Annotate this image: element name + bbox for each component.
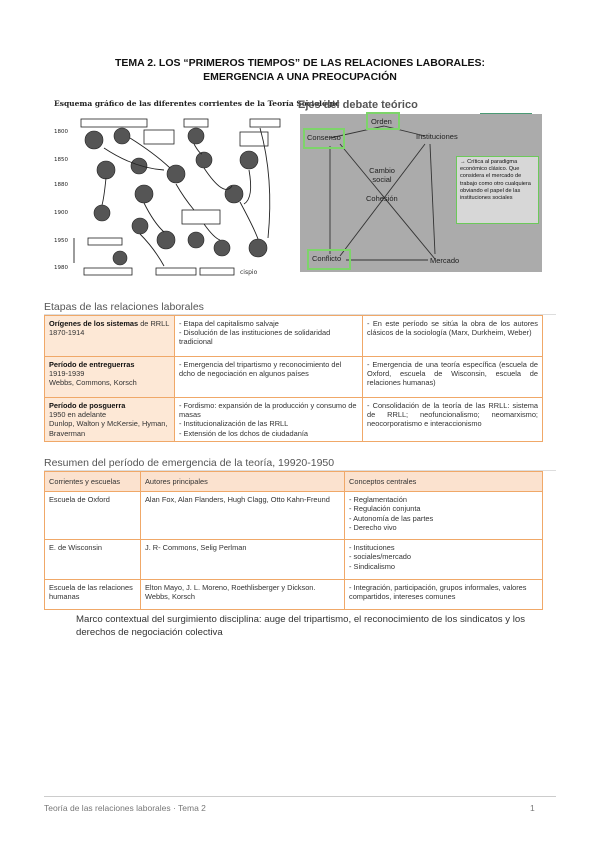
table-row (45, 492, 543, 540)
portrait-icon (94, 205, 110, 221)
table-header-row (45, 472, 543, 492)
table-row (45, 357, 543, 398)
column-header: Autores principales (141, 472, 345, 492)
concept-item: - Instituciones (349, 543, 395, 553)
etapa-characteristics-cell (175, 316, 363, 357)
characteristic-item: - Institucionalización de las RRLL (179, 419, 289, 429)
schema-box (144, 130, 174, 144)
node-cohesion: Cohesión (366, 194, 398, 203)
etapa-name-cell (45, 357, 175, 398)
schema-arrow (240, 202, 258, 239)
year-label: 1800 (54, 129, 68, 135)
schema-arrow (204, 224, 220, 240)
portrait-icon (131, 158, 147, 174)
debate-axes-diagram (300, 114, 542, 272)
etapa-authors: Webbs, Commons, Korsch (49, 378, 137, 388)
portrait-icon (188, 232, 204, 248)
table-row (45, 540, 543, 580)
portrait-icon (157, 231, 175, 249)
portrait-icon (240, 151, 258, 169)
concept-item: - Sindicalismo (349, 561, 396, 571)
axis-line (430, 144, 435, 254)
etapa-name-suffix: de RRLL (138, 319, 170, 328)
etapa-dates: 1870-1914 (49, 328, 85, 338)
schema-arrow (244, 170, 251, 204)
node-mercado: Mercado (430, 256, 460, 265)
resumen-table (44, 471, 543, 610)
portrait-icon (188, 128, 204, 144)
school-cell: Escuela de Oxford (45, 492, 141, 540)
table-row (45, 316, 543, 357)
authors-cell: J. R- Commons, Selig Perlman (141, 540, 345, 580)
footer-rule (44, 796, 556, 797)
etapas-table (44, 315, 543, 442)
title-line-2: EMERGENCIA A UNA PREOCUPACIÓN (203, 71, 397, 83)
context-paragraph: Marco contextual del surgimiento disciplina: auge del tripartismo, el reconocimiento de los sindicatos y los derechos de negociación colectiva (76, 614, 525, 638)
page-number: 1 (530, 803, 535, 813)
portrait-icon (225, 185, 243, 203)
schema-arrow (176, 184, 194, 210)
node-cambio-social: Cambio social (369, 166, 395, 184)
portrait-icon (249, 239, 267, 257)
year-label: 1850 (54, 157, 68, 163)
footer-title: Teoría de las relaciones laborales · Tema 2 (44, 803, 206, 813)
schema-box (88, 238, 122, 245)
etapas-heading: Etapas de las relaciones laborales (44, 301, 204, 313)
schema-arrow (204, 168, 232, 189)
etapa-characteristics-cell (175, 357, 363, 398)
etapa-authors: Dunlop, Walton y McKersie, Hyman, Braverman (49, 419, 168, 438)
etapa-theory-cell: - En este período se sitúa la obra de los autores clásicos de la sociología (Marx, Durkheim, Weber) (363, 316, 543, 357)
characteristic-item: - Fordismo: expansión de la producción y consumo de masas (179, 401, 357, 420)
paradigm-note: → Crítica al paradigma económico clásico. Que considera el mercado de trabajo como otro cualquiera obviando el papel de las instituciones sociales (456, 156, 539, 224)
node-conflicto: Conflicto (312, 254, 342, 263)
etapa-dates: 1950 en adelante (49, 410, 107, 420)
portrait-icon (196, 152, 212, 168)
concept-item: - sociales/mercado (349, 552, 412, 562)
concept-item: - Autonomía de las partes (349, 513, 434, 523)
node-instituciones: Instituciones (416, 132, 458, 141)
page-title (0, 56, 600, 84)
year-label: 1950 (54, 238, 68, 244)
schema-arrow (102, 178, 106, 205)
characteristic-item: - Disolución de las instituciones de solidaridad tradicional (179, 328, 331, 347)
authors-cell: Alan Fox, Alan Flanders, Hugh Clagg, Otto Kahn-Freund (141, 492, 345, 540)
portrait-icon (85, 131, 103, 149)
column-header: Conceptos centrales (345, 472, 543, 492)
portrait-icon (114, 128, 130, 144)
year-label: 1880 (54, 182, 68, 188)
resumen-heading: Resumen del período de emergencia de la teoría, 19920-1950 (44, 457, 335, 469)
concepts-cell (345, 540, 543, 580)
portrait-icon (135, 185, 153, 203)
debate-axes-title: Ejes del debate teórico (298, 99, 418, 111)
etapa-characteristics-cell (175, 398, 363, 442)
portrait-icon (132, 218, 148, 234)
portrait-icon (214, 240, 230, 256)
schema-header-box (81, 119, 147, 127)
authors-cell: Elton Mayo, J. L. Moreno, Roethlisberger y Dickson. Webbs, Korsch (141, 580, 345, 610)
etapa-name: Período de posguerra (49, 401, 126, 410)
year-label: 1980 (54, 265, 68, 271)
sociology-schema-title: Esquema gráfico de las diferentes corrientes de la Teoría Sociológic (54, 99, 340, 108)
column-header: Corrientes y escuelas (45, 472, 141, 492)
portrait-icon (113, 251, 127, 265)
school-cell: Escuela de las relaciones humanas (45, 580, 141, 610)
characteristic-item: - Emergencia del tripartismo y reconocimiento del dcho de negociación en algunos países (179, 360, 342, 379)
etapa-theory-cell: - Consolidación de la teoría de las RRLL: sistema de RRLL; neofuncionalismo; neomarxismo; neocorporatismo e interaccionismo (363, 398, 543, 442)
schema-box (84, 268, 132, 275)
table-row (45, 398, 543, 442)
concept-item: - Reglamentación (349, 495, 407, 505)
concepts-cell (345, 580, 543, 610)
etapa-name: Período de entreguerras (49, 360, 135, 369)
school-cell: E. de Wisconsin (45, 540, 141, 580)
etapa-name-cell (45, 398, 175, 442)
concepts-cell (345, 492, 543, 540)
characteristic-item: - Extensión de los dchos de ciudadanía (179, 428, 309, 438)
characteristic-item: - Etapa del capitalismo salvaje (179, 319, 279, 328)
concept-item: - Integración, participación, grupos informales, valores compartidos, intereses comunes (349, 583, 527, 602)
schema-box (200, 268, 234, 275)
node-consenso: Consenso (307, 133, 341, 142)
schema-box (182, 210, 220, 224)
title-line-1: TEMA 2. LOS “PRIMEROS TIEMPOS” DE LAS RELACIONES LABORALES: (114, 57, 486, 69)
etapa-name-cell (45, 316, 175, 357)
schema-watermark: cispio (240, 269, 258, 276)
etapa-theory-cell: - Emergencia de una teoría específica (escuela de Oxford, escuela de Wisconsin, escuela de relaciones humanas) (363, 357, 543, 398)
year-label: 1900 (54, 210, 68, 216)
portrait-icon (97, 161, 115, 179)
sociology-schema-drawing (44, 98, 296, 278)
etapa-dates: 1919-1939 (49, 369, 85, 379)
concept-item: - Derecho vivo (349, 522, 397, 532)
etapa-name: Orígenes de los sistemas (49, 319, 139, 328)
schema-header-box (184, 119, 208, 127)
table-row (45, 580, 543, 610)
node-orden: Orden (371, 117, 392, 126)
schema-box (156, 268, 196, 275)
concept-item: - Regulación conjunta (349, 504, 421, 514)
schema-header-box (250, 119, 280, 127)
